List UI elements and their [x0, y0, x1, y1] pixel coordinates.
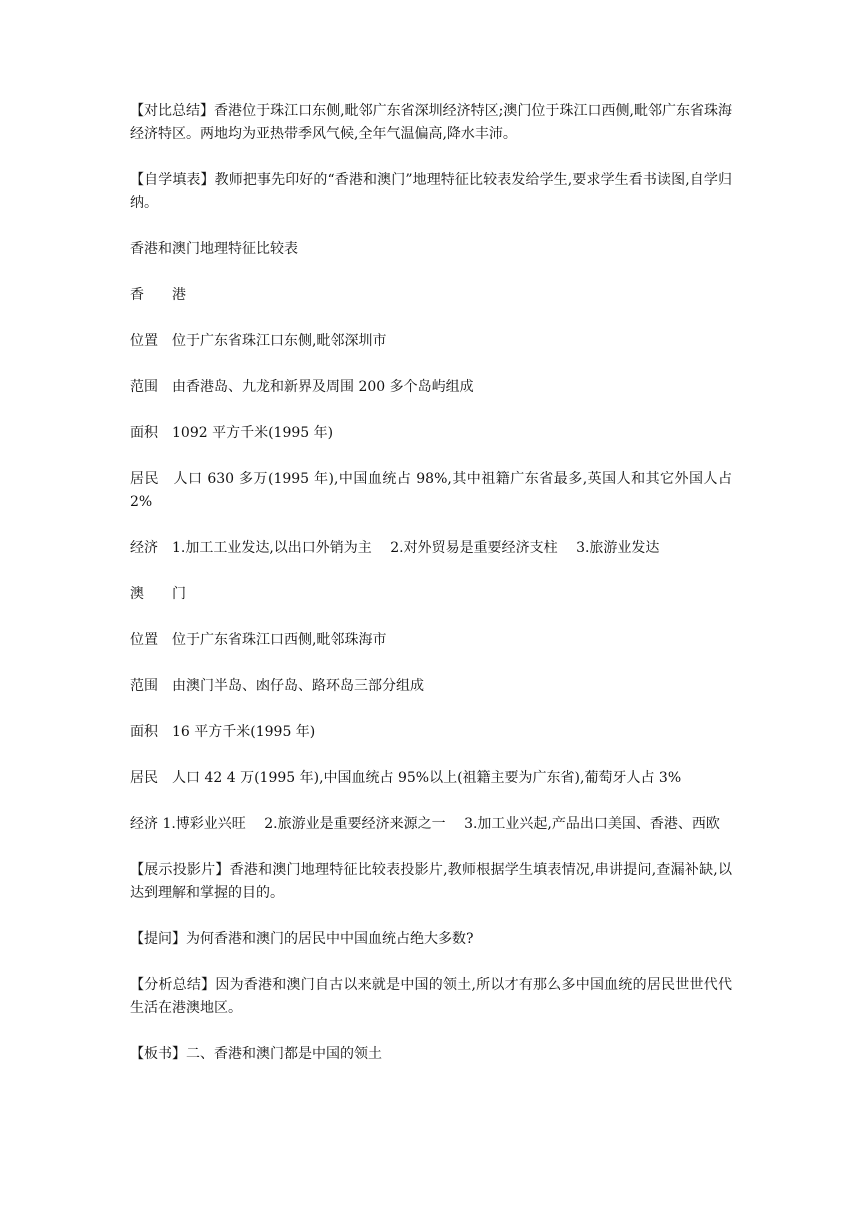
table-title: 香港和澳门地理特征比较表	[130, 241, 298, 257]
document-body	[130, 100, 732, 1066]
section-macau: 澳 门	[130, 586, 186, 602]
macau-residents: 居民 人口 42 4 万(1995 年),中国血统占 95%以上(祖籍主要为广东省),葡萄牙人占 3%	[130, 770, 682, 786]
hk-scope: 范围 由香港岛、九龙和新界及周围 200 多个岛屿组成	[130, 379, 474, 395]
hk-area: 面积 1092 平方千米(1995 年)	[130, 425, 334, 441]
paragraph-question: 【提问】为何香港和澳门的居民中中国血统占绝大多数?	[130, 931, 474, 947]
section-hongkong: 香 港	[130, 287, 186, 303]
paragraph-contrast-summary: 【对比总结】香港位于珠江口东侧,毗邻广东省深圳经济特区;澳门位于珠江口西侧,毗邻广东省珠海经济特区。两地均为亚热带季风气候,全年气温偏高,降水丰沛。	[130, 103, 732, 142]
hk-residents: 居民 人口 630 多万(1995 年),中国血统占 98%,其中祖籍广东省最多,英国人和其它外国人占 2%	[130, 471, 732, 510]
macau-economy: 经济 1.博彩业兴旺 2.旅游业是重要经济来源之一 3.加工业兴起,产品出口美国、香港、西欧	[130, 816, 720, 832]
paragraph-self-study: 【自学填表】教师把事先印好的“香港和澳门”地理特征比较表发给学生,要求学生看书读图,自学归纳。	[130, 172, 732, 211]
paragraph-analysis: 【分析总结】因为香港和澳门自古以来就是中国的领土,所以才有那么多中国血统的居民世世代代生活在港澳地区。	[130, 977, 732, 1016]
paragraph-slides: 【展示投影片】香港和澳门地理特征比较表投影片,教师根据学生填表情况,串讲提问,查漏补缺,以达到理解和掌握的目的。	[130, 862, 732, 901]
paragraph-blackboard: 【板书】二、香港和澳门都是中国的领土	[130, 1046, 382, 1062]
macau-scope: 范围 由澳门半岛、凼仔岛、路环岛三部分组成	[130, 678, 424, 694]
hk-location: 位置 位于广东省珠江口东侧,毗邻深圳市	[130, 333, 387, 349]
hk-economy: 经济 1.加工工业发达,以出口外销为主 2.对外贸易是重要经济支柱 3.旅游业发达	[130, 540, 660, 556]
macau-location: 位置 位于广东省珠江口西侧,毗邻珠海市	[130, 632, 387, 648]
macau-area: 面积 16 平方千米(1995 年)	[130, 724, 316, 740]
